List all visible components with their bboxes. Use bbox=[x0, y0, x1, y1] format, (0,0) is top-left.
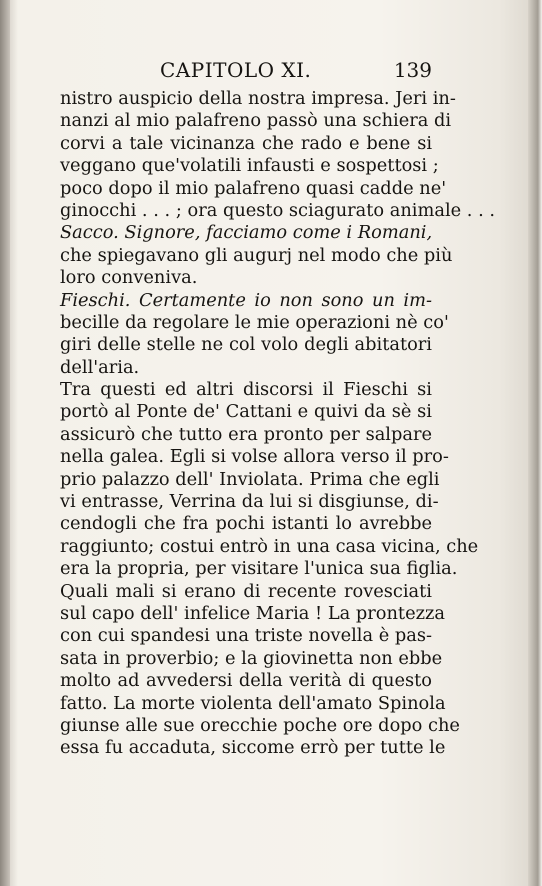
text-line: giri delle stelle ne col volo degli abitatori bbox=[60, 334, 432, 356]
text-line: poco dopo il mio palafreno quasi cadde ne' bbox=[60, 177, 447, 199]
text-line: nella galea. Egli si volse allora verso il pro- bbox=[60, 446, 449, 468]
text-line: dell'aria. bbox=[60, 356, 140, 378]
text-line: sul capo dell' infelice Maria ! La prontezza bbox=[60, 602, 445, 624]
text-line: nistro auspicio della nostra impresa. Jeri in- bbox=[60, 88, 456, 109]
text-line: era la propria, per visitare l'unica sua figlia. bbox=[60, 558, 458, 580]
text-line: giunse alle sue orecchie poche ore dopo che bbox=[60, 714, 460, 736]
text-line: con cui spandesi una triste novella è pas- bbox=[60, 625, 433, 647]
text-line: cendogli che fra pochi istanti lo avrebbe bbox=[60, 513, 432, 535]
text-line: Tra questi ed altri discorsi il Fieschi si bbox=[60, 379, 432, 401]
text-line: molto ad avvedersi della verità di questo bbox=[60, 670, 432, 692]
text-line: corvi a tale vicinanza che rado e bene si bbox=[60, 132, 432, 154]
text-line: che spiegavano gli augurj nel modo che più bbox=[60, 244, 453, 266]
body-text bbox=[60, 88, 496, 760]
running-head: CAPITOLO XI. bbox=[160, 58, 312, 82]
speaker-line: Fieschi. Certamente io non sono un im- bbox=[60, 289, 432, 311]
page-right-edge bbox=[528, 0, 542, 886]
text-line: prio palazzo dell' Inviolata. Prima che egli bbox=[60, 468, 440, 490]
text-line: loro conveniva. bbox=[60, 267, 198, 289]
text-line: essa fu accaduta, siccome errò per tutte le bbox=[60, 737, 446, 759]
text-line: vi entrasse, Verrina da lui si disgiunse, di- bbox=[60, 491, 439, 513]
text-line: raggiunto; costui entrò in una casa vicina, che bbox=[60, 535, 479, 557]
text-line: fatto. La morte violenta dell'amato Spinola bbox=[60, 692, 446, 714]
text-line: sata in proverbio; e la giovinetta non ebbe bbox=[60, 647, 443, 669]
speaker-line: Sacco. Signore, facciamo come i Romani, bbox=[60, 222, 433, 244]
page-left-shadow bbox=[0, 0, 10, 886]
page-header bbox=[60, 58, 432, 88]
text-line: portò al Ponte de' Cattani e quivi da sè si bbox=[60, 401, 432, 423]
text-line: Quali mali si erano di recente rovesciati bbox=[60, 580, 432, 602]
text-line: becille da regolare le mie operazioni nè co' bbox=[60, 311, 449, 333]
text-line: assicurò che tutto era pronto per salpare bbox=[60, 423, 432, 445]
text-line: ginocchi . . . ; ora questo sciagurato animale . . . bbox=[60, 199, 496, 221]
page-number: 139 bbox=[393, 58, 432, 82]
text-line: nanzi al mio palafreno passò una schiera di bbox=[60, 110, 452, 132]
text-line: veggano que'volatili infausti e sospettosi ; bbox=[60, 155, 439, 177]
